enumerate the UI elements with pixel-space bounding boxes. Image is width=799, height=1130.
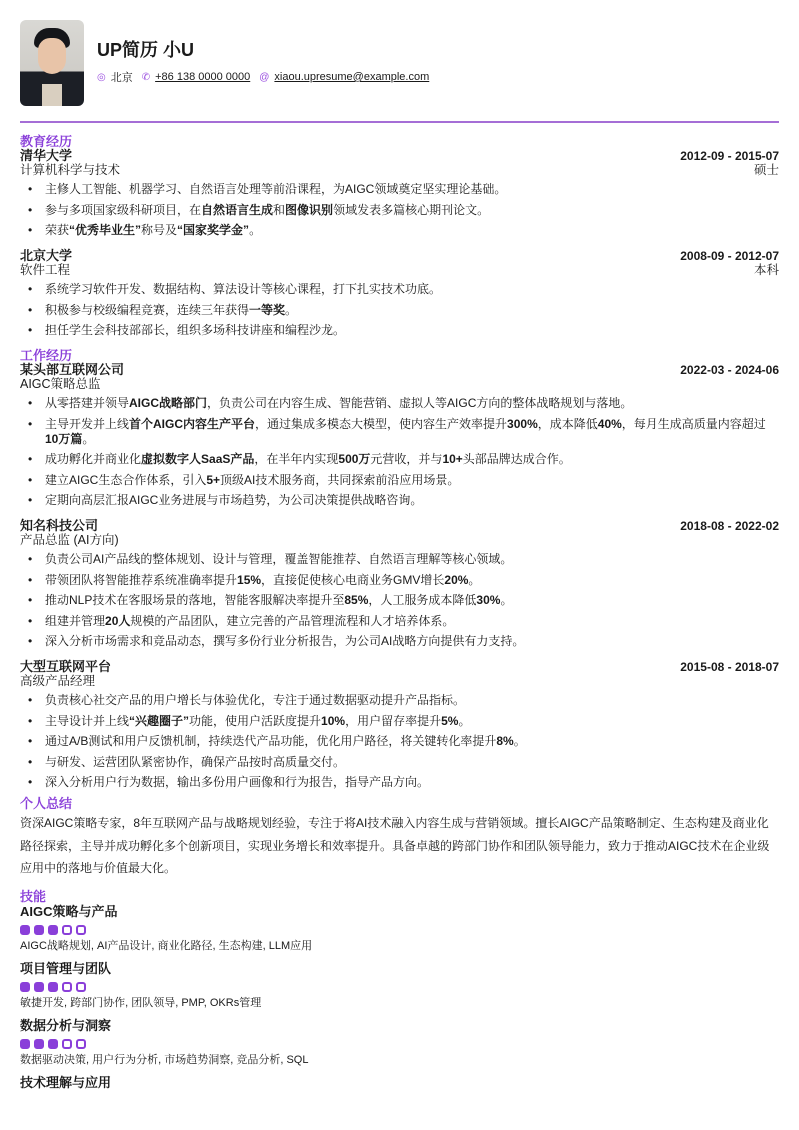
entry-subheader [20,674,779,688]
candidate-name: UP简历 小U [97,40,195,60]
empty-dot-icon [76,982,86,992]
bold-text: 图像识别 [285,202,334,217]
text-segment: 深入分析市场需求和竞品动态，撰写多份行业分析报告，为公司AI战略方向提供有力支持。 [45,634,525,648]
skill-item [20,1075,779,1091]
text-segment: 头部品牌达成合作。 [462,452,571,466]
bullet-item [20,493,779,508]
bold-text: AIGC战略部门 [129,396,208,410]
email-link[interactable]: xiaou.upresume@example.com [274,71,430,83]
text-segment: 荣获 [45,223,70,237]
bold-text: 8% [496,734,514,748]
filled-dot-icon [20,925,30,935]
skills-section [20,890,779,1091]
bullet-item [20,614,779,629]
bullet-item [20,593,779,608]
text-segment: 定期向高层汇报AIGC业务进展与市场趋势，为公司决策提供战略咨询。 [45,493,423,507]
bold-text: 30% [476,593,501,607]
education-section [20,135,779,338]
filled-dot-icon [34,1039,44,1049]
text-segment: 。 [458,713,471,728]
bullet-item [20,552,779,567]
section-title: 工作经历 [20,348,73,363]
job-role: 产品总监 (AI方向) [20,533,119,547]
text-segment: 参与多项国家级科研项目，在 [45,202,202,217]
text-segment: 规模的产品团队，建立完善的产品管理流程和人才培养体系。 [130,613,455,628]
education-entry [20,149,779,238]
text-segment: 。 [249,223,262,237]
text-segment: 系统学习软件开发、数据结构、算法设计等核心课程，打下扎实技术功底。 [45,282,442,296]
bold-text: 自然语言生成 [201,202,274,217]
text-segment: 元营收，并与 [370,452,443,466]
bullet-item [20,282,779,297]
text-segment: 从零搭建并领导 [45,396,130,410]
entry-subheader [20,377,779,391]
work-entry [20,363,779,508]
skill-tags: 数据驱动决策, 用户行为分析, 市场趋势洞察, 竞品分析, SQL [20,1053,309,1066]
text-segment: 领域发表多篇核心期刊论文。 [333,202,490,217]
bold-text: 5+ [206,472,221,487]
bullet-item [20,634,779,649]
bullet-item [20,775,779,790]
skill-name: AIGC策略与产品 [20,903,118,919]
text-segment: 。 [82,431,95,446]
phone-icon: ✆ [141,71,151,83]
text-segment: 。 [513,734,526,748]
filled-dot-icon [48,982,58,992]
text-segment: 称号及 [141,223,178,237]
empty-dot-icon [62,1039,72,1049]
bullet-item [20,693,779,708]
section-title: 教育经历 [20,134,73,149]
text-segment: 和 [273,202,286,217]
bullet-item [20,417,779,447]
header-divider [20,121,779,123]
filled-dot-icon [20,982,30,992]
bullet-item [20,182,779,197]
filled-dot-icon [34,925,44,935]
contact-info [97,69,429,85]
empty-dot-icon [62,925,72,935]
entry-subheader [20,533,779,547]
resume-header [20,20,429,106]
bold-text: 一等奖 [249,302,286,317]
bullet-item [20,303,779,318]
bold-text: 5% [441,713,459,728]
empty-dot-icon [62,982,72,992]
skill-name: 数据分析与洞察 [20,1017,112,1033]
text-segment: 通过A/B测试和用户反馈机制，持续迭代产品功能，优化用户路径，将关键转化率提升 [45,734,497,748]
filled-dot-icon [34,982,44,992]
bold-text: 300% [507,416,538,431]
text-segment: ，直接促使核心电商业务GMV增长 [261,572,445,587]
bold-text: 10+ [442,452,463,466]
entry-subheader [20,263,779,277]
filled-dot-icon [48,925,58,935]
job-role: 高级产品经理 [20,674,96,688]
bullet-item [20,734,779,749]
work-entry [20,660,779,790]
location-pin-icon: ◎ [97,71,106,83]
text-segment: 推动NLP技术在客服场景的落地，智能客服解决率提升至 [45,593,345,607]
skill-name: 项目管理与团队 [20,960,112,976]
bold-text: “国家奖学金” [177,223,250,237]
bold-text: 20人 [105,613,131,628]
date-range: 2022-03 - 2024-06 [680,363,779,377]
text-segment: 积极参与校级编程竞赛，连续三年获得 [45,302,250,317]
bullet-item [20,473,779,488]
bold-text: 15% [237,572,262,587]
bold-text: “兴趣圈子” [129,713,190,728]
text-segment: 担任学生会科技部部长，组织多场科技讲座和编程沙龙。 [45,323,346,337]
filled-dot-icon [48,1039,58,1049]
text-segment: ，负责公司在内容生成、智能营销、虚拟人等AIGC方向的整体战略规划与落地。 [207,396,633,410]
text-segment: 负责公司AI产品线的整体规划、设计与管理，覆盖智能推荐、自然语言理解等核心领域。 [45,552,513,566]
school-name: 北京大学 [20,248,73,263]
bullet-item [20,714,779,729]
text-segment: 主修人工智能、机器学习、自然语言处理等前沿课程，为AIGC领域奠定坚实理论基础。 [45,182,507,196]
text-segment: 顶级AI技术服务商，共同探索前沿应用场景。 [220,472,460,487]
degree: 硕士 [753,163,779,177]
text-segment: 负责核心社交产品的用户增长与体验优化，专注于通过数据驱动提升产品指标。 [45,693,466,707]
date-range: 2018-08 - 2022-02 [680,519,779,533]
date-range: 2012-09 - 2015-07 [680,149,779,163]
work-entry [20,519,779,649]
job-role: AIGC策略总监 [20,377,101,391]
text-segment: ，用户留存率提升 [345,713,442,728]
profile-photo [20,20,84,106]
text-segment: 。 [468,572,481,587]
entry-subheader [20,163,779,177]
text-segment: 主导开发并上线 [45,416,130,431]
entry-header [20,149,779,163]
entry-header [20,249,779,263]
education-entry [20,249,779,338]
text-segment: ，通过集成多模态大模型，使内容生产效率提升 [255,416,508,431]
skill-level-rating [20,1039,779,1049]
section-title: 个人总结 [20,796,73,811]
entry-header [20,660,779,674]
date-range: 2008-09 - 2012-07 [680,249,779,263]
skill-tags: 敏捷开发, 跨部门协作, 团队领导, PMP, OKRs管理 [20,996,262,1009]
text-segment: 与研发、运营团队紧密协作，确保产品按时高质量交付。 [45,754,346,769]
skill-level-rating [20,925,779,935]
skill-item [20,1018,779,1067]
at-icon: @ [259,71,270,83]
bullet-list [20,693,779,790]
text-segment: 。 [500,593,513,607]
text-segment: 功能，使用户活跃度提升 [189,713,322,728]
summary-text: 资深AIGC策略专家，8年互联网产品与战略规划经验，专注于将AI技术融入内容生成与营销领域。擅长AIGC产品策略制定、生态构建及商业化路径探索，主导并成功孵化多个创新项目，实现业务增长和效率提升。具备卓越的跨部门协作和团队领导能力，致力于推动AIGC技术在企业级应用中的落地与价值最大化。 [20,816,770,875]
degree: 本科 [753,263,779,277]
major: 计算机科学与技术 [20,163,121,177]
bullet-list [20,182,779,238]
text-segment: 主导设计并上线 [45,713,130,728]
summary-section [20,797,779,880]
bold-text: “优秀毕业生” [69,223,142,237]
location: 北京 [110,72,133,84]
text-segment: 组建并管理 [45,613,106,628]
text-segment: ，成本降低 [537,416,598,431]
text-segment: 成功孵化并商业化 [45,452,142,466]
skill-level-rating [20,982,779,992]
text-segment: ，在半年内实现 [254,452,339,466]
bullet-item [20,452,779,467]
empty-dot-icon [76,925,86,935]
bold-text: 10% [321,713,346,728]
bullet-item [20,396,779,411]
bold-text: 500万 [338,452,371,466]
bold-text: 10万篇 [45,431,83,446]
work-section [20,349,779,790]
bold-text: 20% [444,572,469,587]
bold-text: 虚拟数字人SaaS产品 [141,452,255,466]
text-segment: 带领团队将智能推荐系统准确率提升 [45,572,238,587]
resume-body [20,135,779,1101]
text-segment: 深入分析用户行为数据，输出多份用户画像和行为报告，指导产品方向。 [45,775,430,789]
date-range: 2015-08 - 2018-07 [680,660,779,674]
skill-tags: AIGC战略规划, AI产品设计, 商业化路径, 生态构建, LLM应用 [20,939,313,952]
school-name: 清华大学 [20,148,73,163]
entry-header [20,519,779,533]
text-segment: ，人工服务成本降低 [368,593,477,607]
major: 软件工程 [20,263,71,277]
skill-item [20,961,779,1010]
text-segment: 建立AIGC生态合作体系，引入 [45,472,207,487]
bold-text: 40% [597,416,622,431]
empty-dot-icon [76,1039,86,1049]
bullet-item [20,573,779,588]
bullet-list [20,396,779,508]
company-name: 知名科技公司 [20,518,99,533]
bullet-item [20,323,779,338]
entry-header [20,363,779,377]
section-title: 技能 [20,888,47,904]
bullet-item [20,755,779,770]
skill-name: 技术理解与应用 [20,1074,112,1090]
filled-dot-icon [20,1039,30,1049]
bullet-item [20,203,779,218]
bullet-list [20,552,779,649]
bullet-list [20,282,779,338]
bold-text: 首个AIGC内容生产平台 [129,416,256,431]
text-segment: 。 [285,302,298,317]
skill-item [20,904,779,953]
bullet-item [20,223,779,238]
bold-text: 85% [344,593,369,607]
phone-link[interactable]: +86 138 0000 0000 [155,71,251,83]
text-segment: ，每月生成高质量内容超过 [621,416,766,431]
company-name: 某头部互联网公司 [20,362,125,377]
company-name: 大型互联网平台 [20,659,112,674]
